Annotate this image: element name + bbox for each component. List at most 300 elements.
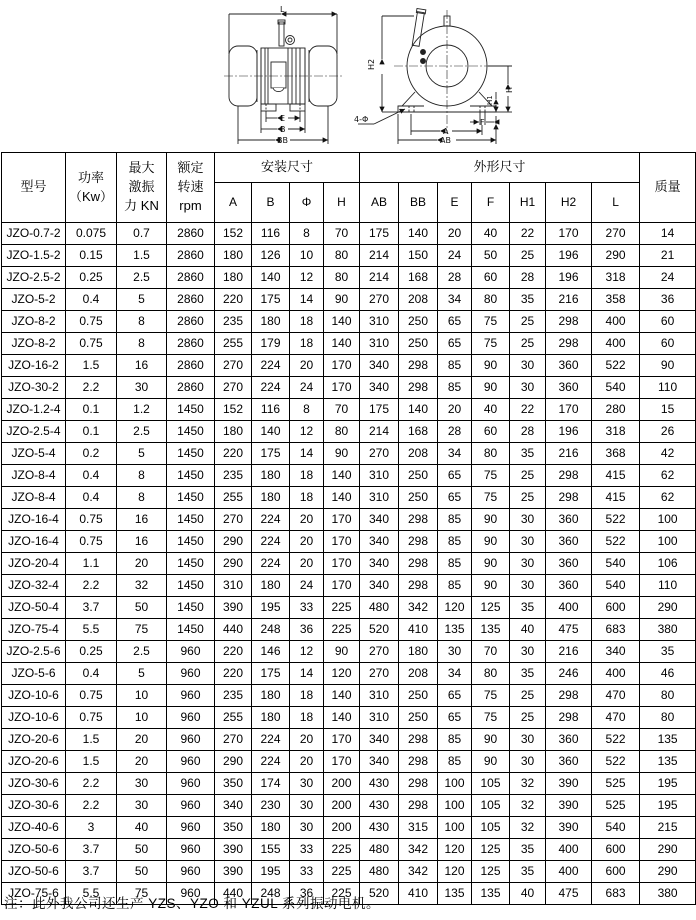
- cell: 90: [472, 553, 510, 575]
- cell: 290: [215, 531, 252, 553]
- cell: 50: [117, 861, 167, 883]
- cell: 2.5: [117, 267, 167, 289]
- cell: 475: [546, 883, 592, 905]
- cell: 340: [215, 795, 252, 817]
- cell: 960: [167, 641, 215, 663]
- cell: 85: [438, 377, 472, 399]
- cell: 298: [399, 509, 438, 531]
- cell: 90: [324, 641, 360, 663]
- cell: 540: [592, 553, 640, 575]
- cell: 298: [399, 553, 438, 575]
- table-row: [2, 795, 696, 817]
- cell: 25: [510, 487, 546, 509]
- cell: 16: [117, 355, 167, 377]
- cell: JZO-0.7-2: [2, 223, 66, 245]
- cell: 290: [640, 839, 696, 861]
- cell: 250: [399, 685, 438, 707]
- cell: 195: [640, 795, 696, 817]
- cell: 480: [360, 597, 399, 619]
- cell: 0.4: [66, 487, 117, 509]
- table-row: [2, 553, 696, 575]
- cell: 146: [252, 641, 290, 663]
- cell: 8: [117, 487, 167, 509]
- cell: 415: [592, 465, 640, 487]
- cell: 35: [510, 839, 546, 861]
- header-speed-line3: rpm: [179, 197, 202, 213]
- table-row: [2, 641, 696, 663]
- cell: 85: [438, 531, 472, 553]
- cell: 250: [399, 487, 438, 509]
- cell: 34: [438, 289, 472, 311]
- cell: 90: [324, 289, 360, 311]
- cell: 360: [546, 575, 592, 597]
- cell: 225: [324, 839, 360, 861]
- dim-label-l: L: [280, 5, 285, 14]
- table-row: [2, 333, 696, 355]
- table-row: [2, 751, 696, 773]
- cell: 33: [290, 839, 324, 861]
- cell: 310: [360, 707, 399, 729]
- table-row: [2, 377, 696, 399]
- cell: 270: [215, 509, 252, 531]
- cell: 270: [215, 377, 252, 399]
- cell: 960: [167, 729, 215, 751]
- cell: 80: [472, 663, 510, 685]
- header-col-h: H: [324, 183, 360, 223]
- cell: 180: [252, 707, 290, 729]
- cell: 410: [399, 619, 438, 641]
- cell: 10: [290, 245, 324, 267]
- cell: 30: [510, 641, 546, 663]
- cell: 195: [252, 861, 290, 883]
- cell: 25: [510, 465, 546, 487]
- cell: 310: [360, 465, 399, 487]
- cell: 36: [290, 619, 324, 641]
- cell: JZO-5-6: [2, 663, 66, 685]
- cell: 26: [640, 421, 696, 443]
- header-col-l: L: [592, 183, 640, 223]
- cell: 140: [324, 333, 360, 355]
- cell: 430: [360, 773, 399, 795]
- cell: 410: [399, 883, 438, 905]
- cell: 65: [438, 465, 472, 487]
- table-row: [2, 663, 696, 685]
- cell: 480: [360, 861, 399, 883]
- cell: 16: [117, 509, 167, 531]
- cell: 214: [360, 245, 399, 267]
- cell: 10: [117, 707, 167, 729]
- cell: 2860: [167, 333, 215, 355]
- cell: 225: [324, 597, 360, 619]
- cell: 3.7: [66, 861, 117, 883]
- cell: 520: [360, 883, 399, 905]
- cell: 0.2: [66, 443, 117, 465]
- cell: 32: [117, 575, 167, 597]
- cell: 50: [117, 839, 167, 861]
- cell: 400: [592, 333, 640, 355]
- header-col-bb: BB: [399, 183, 438, 223]
- header-col-phi: Φ: [290, 183, 324, 223]
- table-row: [2, 267, 696, 289]
- cell: 216: [546, 641, 592, 663]
- cell: 318: [592, 267, 640, 289]
- cell: JZO-2.5-2: [2, 267, 66, 289]
- cell: 214: [360, 421, 399, 443]
- cell: 390: [215, 597, 252, 619]
- cell: 90: [472, 355, 510, 377]
- cell: 8: [290, 399, 324, 421]
- cell: 340: [360, 751, 399, 773]
- dim-label-a: A: [443, 127, 449, 136]
- cell: 125: [472, 839, 510, 861]
- cell: 400: [546, 839, 592, 861]
- cell: 180: [252, 311, 290, 333]
- cell: 18: [290, 465, 324, 487]
- cell: 30: [510, 355, 546, 377]
- cell: 116: [252, 223, 290, 245]
- cell: 440: [215, 883, 252, 905]
- cell: 3: [66, 817, 117, 839]
- cell: 100: [438, 795, 472, 817]
- cell: 342: [399, 861, 438, 883]
- cell: 24: [640, 267, 696, 289]
- cell: 2860: [167, 223, 215, 245]
- cell: 255: [215, 487, 252, 509]
- cell: 75: [472, 465, 510, 487]
- cell: 196: [546, 267, 592, 289]
- cell: 340: [360, 553, 399, 575]
- cell: 360: [546, 377, 592, 399]
- table-row: [2, 509, 696, 531]
- cell: 2.5: [117, 641, 167, 663]
- cell: 224: [252, 377, 290, 399]
- cell: 0.075: [66, 223, 117, 245]
- cell: 298: [399, 795, 438, 817]
- cell: 110: [640, 377, 696, 399]
- cell: JZO-75-6: [2, 883, 66, 905]
- cell: 35: [640, 641, 696, 663]
- cell: 36: [640, 289, 696, 311]
- cell: 168: [399, 267, 438, 289]
- cell: 400: [592, 311, 640, 333]
- cell: 180: [252, 575, 290, 597]
- cell: 90: [324, 443, 360, 465]
- cell: 175: [252, 443, 290, 465]
- table-row: [2, 597, 696, 619]
- cell: 224: [252, 531, 290, 553]
- cell: 522: [592, 355, 640, 377]
- cell: 310: [360, 487, 399, 509]
- cell: 298: [399, 377, 438, 399]
- cell: 280: [592, 399, 640, 421]
- cell: 224: [252, 509, 290, 531]
- cell: 1.5: [66, 355, 117, 377]
- cell: 224: [252, 355, 290, 377]
- cell: 126: [252, 245, 290, 267]
- table-row: [2, 355, 696, 377]
- cell: 310: [360, 311, 399, 333]
- cell: 290: [215, 751, 252, 773]
- cell: 683: [592, 883, 640, 905]
- cell: 10: [117, 685, 167, 707]
- cell: 298: [546, 311, 592, 333]
- cell: 152: [215, 223, 252, 245]
- header-force-line3: 力 KN: [124, 197, 159, 213]
- cell: 12: [290, 641, 324, 663]
- cell: 80: [472, 443, 510, 465]
- cell: 35: [510, 597, 546, 619]
- cell: 30: [117, 773, 167, 795]
- cell: 522: [592, 729, 640, 751]
- cell: 520: [360, 619, 399, 641]
- cell: 2860: [167, 311, 215, 333]
- cell: 12: [290, 421, 324, 443]
- cell: 235: [215, 685, 252, 707]
- cell: 140: [399, 223, 438, 245]
- cell: 60: [640, 311, 696, 333]
- cell: 216: [546, 443, 592, 465]
- cell: 290: [640, 861, 696, 883]
- cell: 140: [324, 707, 360, 729]
- cell: 60: [472, 267, 510, 289]
- cell: 315: [399, 817, 438, 839]
- table-row: [2, 289, 696, 311]
- cell: 85: [438, 751, 472, 773]
- cell: JZO-8-2: [2, 333, 66, 355]
- cell: 470: [592, 707, 640, 729]
- cell: 2860: [167, 355, 215, 377]
- cell: 90: [472, 531, 510, 553]
- cell: 224: [252, 729, 290, 751]
- cell: 120: [438, 861, 472, 883]
- end-view-drawing: [352, 4, 524, 146]
- table-row: [2, 839, 696, 861]
- header-col-h1: H1: [510, 183, 546, 223]
- cell: 415: [592, 487, 640, 509]
- cell: 18: [290, 707, 324, 729]
- table-row: [2, 223, 696, 245]
- cell: 475: [546, 619, 592, 641]
- cell: 2.2: [66, 377, 117, 399]
- cell: 30: [510, 377, 546, 399]
- cell: 135: [438, 619, 472, 641]
- cell: 298: [399, 355, 438, 377]
- cell: 106: [640, 553, 696, 575]
- cell: 46: [640, 663, 696, 685]
- cell: 15: [640, 399, 696, 421]
- cell: 85: [438, 729, 472, 751]
- cell: 270: [360, 289, 399, 311]
- cell: 1.5: [117, 245, 167, 267]
- cell: 180: [215, 267, 252, 289]
- cell: 216: [546, 289, 592, 311]
- table-row: [2, 443, 696, 465]
- cell: 683: [592, 619, 640, 641]
- cell: 70: [472, 641, 510, 663]
- cell: 600: [592, 597, 640, 619]
- cell: 40: [472, 223, 510, 245]
- spec-table: [1, 152, 696, 905]
- cell: 960: [167, 883, 215, 905]
- header-model: 型号: [2, 153, 66, 223]
- cell: 225: [324, 883, 360, 905]
- cell: 28: [510, 421, 546, 443]
- cell: 140: [324, 685, 360, 707]
- cell: 1450: [167, 509, 215, 531]
- cell: 1.1: [66, 553, 117, 575]
- cell: 0.1: [66, 421, 117, 443]
- cell: 28: [510, 267, 546, 289]
- cell: 390: [215, 861, 252, 883]
- cell: 135: [438, 883, 472, 905]
- cell: 105: [472, 795, 510, 817]
- cell: 116: [252, 399, 290, 421]
- cell: 40: [472, 399, 510, 421]
- cell: 30: [290, 795, 324, 817]
- cell: 12: [290, 267, 324, 289]
- cell: 340: [360, 729, 399, 751]
- cell: 25: [510, 245, 546, 267]
- cell: 170: [324, 377, 360, 399]
- cell: 32: [510, 795, 546, 817]
- cell: 32: [510, 773, 546, 795]
- cell: 140: [324, 465, 360, 487]
- cell: 24: [438, 245, 472, 267]
- cell: 5: [117, 663, 167, 685]
- cell: 110: [640, 575, 696, 597]
- header-mass: 质量: [640, 153, 696, 223]
- cell: 90: [472, 729, 510, 751]
- cell: 270: [592, 223, 640, 245]
- cell: 80: [324, 267, 360, 289]
- cell: 30: [510, 729, 546, 751]
- cell: 135: [472, 619, 510, 641]
- cell: 30: [510, 553, 546, 575]
- cell: 350: [215, 773, 252, 795]
- cell: 1450: [167, 619, 215, 641]
- cell: 62: [640, 465, 696, 487]
- cell: 5.5: [66, 883, 117, 905]
- cell: 8: [290, 223, 324, 245]
- header-col-e: E: [438, 183, 472, 223]
- cell: 290: [640, 597, 696, 619]
- cell: 298: [546, 465, 592, 487]
- cell: 80: [472, 289, 510, 311]
- cell: 298: [546, 685, 592, 707]
- cell: 522: [592, 751, 640, 773]
- cell: 1450: [167, 465, 215, 487]
- cell: 30: [438, 641, 472, 663]
- cell: 35: [510, 289, 546, 311]
- cell: 196: [546, 245, 592, 267]
- cell: 196: [546, 421, 592, 443]
- cell: 34: [438, 663, 472, 685]
- cell: 250: [399, 311, 438, 333]
- cell: 65: [438, 685, 472, 707]
- cell: 270: [360, 663, 399, 685]
- cell: 208: [399, 289, 438, 311]
- cell: 90: [472, 751, 510, 773]
- cell: 0.75: [66, 707, 117, 729]
- cell: 290: [215, 553, 252, 575]
- cell: 540: [592, 377, 640, 399]
- cell: JZO-8-2: [2, 311, 66, 333]
- cell: 140: [324, 487, 360, 509]
- cell: 170: [546, 223, 592, 245]
- cell: JZO-20-6: [2, 729, 66, 751]
- cell: 3.7: [66, 839, 117, 861]
- cell: 310: [360, 685, 399, 707]
- cell: 390: [546, 773, 592, 795]
- cell: 120: [438, 597, 472, 619]
- cell: 75: [472, 311, 510, 333]
- cell: 960: [167, 839, 215, 861]
- cell: 18: [290, 311, 324, 333]
- cell: 60: [472, 421, 510, 443]
- cell: 270: [215, 355, 252, 377]
- cell: 90: [472, 509, 510, 531]
- cell: 35: [510, 443, 546, 465]
- cell: 2860: [167, 377, 215, 399]
- cell: 20: [290, 509, 324, 531]
- cell: 24: [290, 575, 324, 597]
- cell: 18: [290, 333, 324, 355]
- cell: 0.25: [66, 641, 117, 663]
- cell: JZO-75-4: [2, 619, 66, 641]
- cell: JZO-2.5-6: [2, 641, 66, 663]
- cell: 525: [592, 773, 640, 795]
- cell: 298: [399, 531, 438, 553]
- cell: 1450: [167, 399, 215, 421]
- footer-note: 注：此外我公司还生产 YZS、YZO 和 YZUL 系列振动电机。: [4, 896, 381, 911]
- cell: 220: [215, 663, 252, 685]
- cell: 1450: [167, 443, 215, 465]
- header-install-group: 安装尺寸: [215, 153, 360, 183]
- cell: 470: [592, 685, 640, 707]
- cell: 21: [640, 245, 696, 267]
- cell: 180: [215, 421, 252, 443]
- cell: 360: [546, 553, 592, 575]
- cell: 380: [640, 883, 696, 905]
- cell: 62: [640, 487, 696, 509]
- cell: 28: [438, 267, 472, 289]
- cell: JZO-16-4: [2, 531, 66, 553]
- cell: 342: [399, 597, 438, 619]
- cell: 20: [290, 531, 324, 553]
- cell: 20: [438, 223, 472, 245]
- cell: 248: [252, 619, 290, 641]
- cell: 152: [215, 399, 252, 421]
- cell: 90: [640, 355, 696, 377]
- cell: 390: [546, 817, 592, 839]
- cell: 20: [290, 355, 324, 377]
- cell: 85: [438, 509, 472, 531]
- cell: 960: [167, 685, 215, 707]
- cell: 340: [360, 509, 399, 531]
- cell: 522: [592, 531, 640, 553]
- cell: JZO-10-6: [2, 707, 66, 729]
- cell: 135: [640, 729, 696, 751]
- cell: 20: [290, 729, 324, 751]
- table-row: [2, 421, 696, 443]
- technical-drawings: [0, 0, 696, 150]
- cell: 30: [290, 773, 324, 795]
- table-row: [2, 707, 696, 729]
- cell: 8: [117, 465, 167, 487]
- cell: 170: [324, 509, 360, 531]
- cell: 75: [472, 707, 510, 729]
- cell: 180: [252, 487, 290, 509]
